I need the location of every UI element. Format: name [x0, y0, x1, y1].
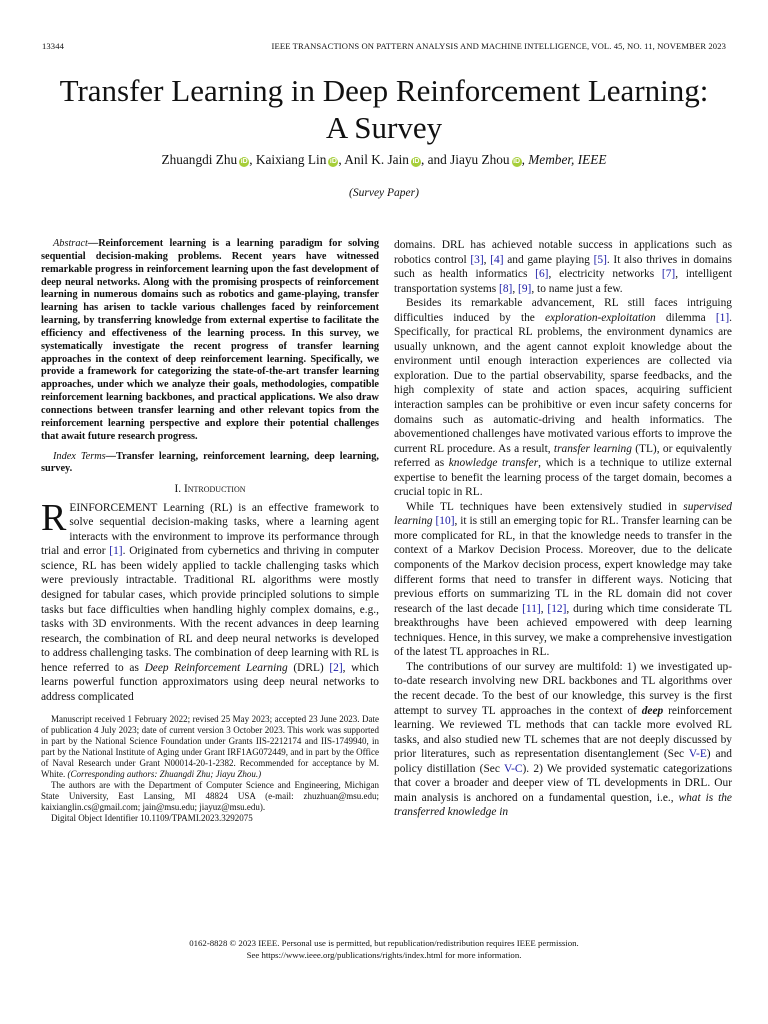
body-emphasis: exploration-exploitation: [545, 311, 656, 324]
body-paragraph: [394, 296, 732, 500]
citation-link[interactable]: [10]: [435, 515, 455, 528]
copyright-line: 0162-8828 © 2023 IEEE. Personal use is permitted, but republication/redistribution requires IEEE permission.: [189, 938, 579, 948]
title-line-1: Transfer Learning in Deep Reinforcement Learning:: [59, 73, 709, 108]
citation-link[interactable]: [6]: [535, 268, 549, 281]
section-link[interactable]: V-E: [688, 748, 707, 761]
body-text: . It also thrives in domains such as health informatics: [394, 253, 732, 281]
footnotes: [41, 714, 379, 824]
section-heading: [41, 482, 379, 497]
body-paragraph: [394, 660, 732, 820]
body-paragraph: While TL techniques have been extensively studied in supervised learning [10], it is still an emerging topic for RL. Transfer learning can be more complicated for RL, in that the knowledge needs to transfer in the context of a Markov Decision Process. Moreover, due to the delicate components of the Markov decision process, expert knowledge may take different forms that need to transfer in different ways. Noticing that previous efforts on summarizing TL in the RL domain did not cover research of the last decade [11], [12], during which time considerate TL breakthroughs have been achieved empowered with deep learning techniques. Hence, in this survey, we make a comprehensive investigation of the latest TL approaches in RL.: [394, 500, 732, 659]
body-text: ) and policy distillation (Sec: [394, 748, 732, 775]
right-column: [394, 238, 732, 820]
body-emphasis: knowledge transfer: [448, 457, 539, 470]
body-text: , intelligent transportation systems: [394, 268, 733, 295]
left-column: [41, 238, 379, 824]
body-text: (TL), or equivalently referred as: [394, 442, 732, 470]
title-line-2: A Survey: [325, 110, 443, 145]
footnote-manuscript: [41, 714, 379, 780]
body-text: dilemma: [655, 311, 716, 324]
abstract-label: Abstract: [53, 238, 88, 249]
intro-text: (DRL): [287, 661, 330, 674]
running-header: [42, 41, 726, 51]
citation-link[interactable]: [9]: [518, 282, 532, 295]
citation-link[interactable]: [2]: [329, 661, 343, 674]
index-terms-label: Index Terms: [53, 450, 106, 462]
citation-link[interactable]: [1]: [715, 311, 730, 324]
citation-link[interactable]: [4]: [490, 253, 504, 266]
author-name: , Kaixiang Lin: [249, 152, 327, 167]
body-text: ). 2) We provided systematic categorizations that cover a broader and deeper view of TL developments in DRL. Our main analysis is anchored on a fundamental question, i.e.,: [394, 762, 733, 804]
body-text: , during which time considerate TL breakthroughs have been achieved empowered with deep learning techniques. Hence, in this survey, we make a comprehensive investigation of the latest TL approaches in RL.: [394, 602, 732, 659]
intro-paragraph: [41, 496, 380, 705]
intro-text: . Originated from cybernetics and thriving in computer science, RL has been widely applied to tackle challenging tasks which were previously intractable. Traditional RL algorithms were mostly designed for tabular cases, which provide principled solutions to simple tasks but face difficulties when handling highly complex domains, e.g., tasks with 3D environments. With the recent advances in deep learning research, the combination of RL and deep neural networks is developed to address challenging tasks. The combination of deep learning with RL is hence referred to as: [41, 545, 380, 674]
index-terms: [41, 451, 379, 477]
body-text: . Specifically, for practical RL problems, the environment dynamics are usually unknown, and the agent cannot exploit knowledge about the environment until enough interaction experiences are collected via exploration. Due to the partial observability, sparse feedbacks, and the high complexity of state and action spaces, acquiring sufficient interaction samples can be prohibitive or even incur safety concerns for domains such as automatic-driving and health informatics. The abovementioned challenges have motivated various efforts to improve the current RL procedure. As a result,: [394, 311, 732, 455]
intro-emphasis: Deep Reinforcement Learning: [144, 661, 288, 674]
footnote-affiliation: The authors are with the Department of Computer Science and Engineering, Michigan State University, East Lansing, MI 48824 USA (e-mail: zhuzhuan@msu.edu; kaixianglin.cs@gmail.com; jain@msu.edu; jiayuz@msu.edu).: [41, 780, 379, 813]
citation-link[interactable]: [5]: [593, 253, 607, 266]
citation-link[interactable]: [12]: [547, 602, 567, 615]
citation-link[interactable]: [7]: [661, 268, 676, 281]
section-title: Introduction: [183, 483, 246, 496]
body-emphasis: supervised learning: [394, 500, 732, 528]
orcid-icon[interactable]: iD: [513, 158, 521, 165]
orcid-icon[interactable]: iD: [412, 158, 420, 165]
drop-cap: R: [41, 496, 67, 539]
footnote-text: Manuscript received 1 February 2022; revised 25 May 2023; accepted 23 June 2023. Date of publication 4 July 2023; date of current version 3 October 2023. This work was supported in part by the National Science Foundation under Grants IIS-2212174 and IIS-1749940, in part by the National Institute of Aging under Grant IRF1AG072449, and in part by the Office of Naval Research under Grant N00014-20-1-2382. Recommended for acceptance by M. White.: [41, 714, 379, 780]
author-membership: , Member, IEEE: [521, 152, 607, 167]
body-text: reinforcement learning. We reviewed TL methods that can tackle more evolved RL tasks, and also studied new TL schemes that are not deeply discussed by prior literatures, such as representation disentanglement (Sec: [394, 704, 733, 761]
citation-link[interactable]: [3]: [470, 253, 484, 266]
body-text: , electricity networks: [548, 268, 662, 281]
body-text: Besides its remarkable advancement, RL still faces intriguing difficulties induced by the: [394, 297, 732, 324]
citation-link[interactable]: [11]: [522, 602, 541, 615]
corresponding-authors: (Corresponding authors: Zhuangdi Zhu; Jiayu Zhou.): [67, 769, 262, 780]
rights-line: See https://www.ieee.org/publications/rights/index.html for more information.: [246, 949, 522, 960]
orcid-icon[interactable]: iD: [329, 158, 337, 165]
section-number: I.: [174, 483, 184, 496]
body-text: , to name just a few.: [531, 282, 623, 295]
citation-link[interactable]: [1]: [109, 545, 123, 558]
intro-text: , which learns powerful function approximators using deep neural networks to address complicated: [41, 661, 379, 703]
abstract: [41, 238, 379, 444]
body-text: , it is still an emerging topic for RL. Transfer learning can be more complicated for RL, in that the knowledge needs to transfer in the context of a Markov Decision Process. Moreover, due to the delicate components of the Markov decision process, expert knowledge may take different forms that need to transfer in different ways. Noticing that previous efforts on summarizing TL in the RL domain did not cover research of the last decade: [394, 515, 732, 615]
copyright-notice: [0, 938, 768, 961]
abstract-text: —Reinforcement learning is a learning paradigm for solving sequential decision-making problems. Recent years have witnessed remarkable progress in reinforcement learning upon the fast development of deep neural networks. Along with the promising prospects of reinforcement learning in numerous domains such as robotics and game-playing, transfer learning has arisen to tackle various challenges faced by reinforcement learning, by transferring knowledge from external expertise to facilitate the efficiency and effectiveness of the learning process. In this survey, we systematically investigate the recent progress of transfer learning approaches in the context of deep reinforcement learning. Specifically, we provide a framework for categorizing the state-of-the-art transfer learning approaches, under which we analyze their goals, methodologies, compatible reinforcement learning backbones, and practical applications. We also draw connections between transfer learning and other relevant topics from the reinforcement learning perspective and explore their potential challenges that await future research progress.: [41, 238, 379, 442]
body-text: , which is a technique to utilize external expertise to benefit the learning process of the target domain, becomes a crucial topic in RL.: [394, 457, 732, 499]
footnote-doi: Digital Object Identifier 10.1109/TPAMI.2023.3292075: [51, 813, 253, 824]
body-text: domains. DRL has achieved notable success in applications such as robotics control: [394, 239, 732, 266]
author-name: , and Jiayu Zhou: [420, 152, 510, 167]
body-text: and game playing: [503, 253, 594, 266]
paper-title: [0, 72, 768, 146]
index-terms-text: —Transfer learning, reinforcement learning, deep learning, survey.: [41, 450, 379, 475]
intro-text: EINFORCEMENT Learning (RL) is an effective framework to solve sequential decision-making tasks, where a learning agent interacts with the environment to improve its performance through trial and error: [41, 501, 379, 558]
body-paragraph: domains. DRL has achieved notable success in applications such as robotics control [3], [4] and game playing [5]. It also thrives in domains such as health informatics [6], electricity networks [7], intelligent transportation systems [8], [9], to name just a few.: [394, 239, 733, 295]
citation-link[interactable]: [8]: [499, 282, 513, 295]
body-emphasis: what is the transferred knowledge in: [394, 791, 732, 819]
section-link[interactable]: V-C: [503, 762, 523, 775]
orcid-icon[interactable]: iD: [240, 158, 248, 165]
author-name: , Anil K. Jain: [338, 152, 409, 167]
body-emphasis: transfer learning: [553, 442, 632, 455]
body-text: The contributions of our survey are multifold: 1) we investigated up-to-date research involving new DRL backbones and TL algorithms over the recent decade. To the best of our knowledge, this survey is the first attempt to survey TL approaches in the context of: [394, 660, 732, 717]
page-number: 13344: [42, 41, 64, 51]
body-emphasis: deep: [641, 704, 664, 717]
author-list: [0, 152, 768, 168]
author-name: Zhuangdi Zhu: [161, 152, 238, 167]
paper-type: (Survey Paper): [349, 187, 419, 199]
journal-name: IEEE TRANSACTIONS ON PATTERN ANALYSIS AND MACHINE INTELLIGENCE, VOL. 45, NO. 11, NOVEMBER 2023: [271, 41, 726, 51]
body-text: While TL techniques have been extensively studied in: [406, 500, 684, 513]
